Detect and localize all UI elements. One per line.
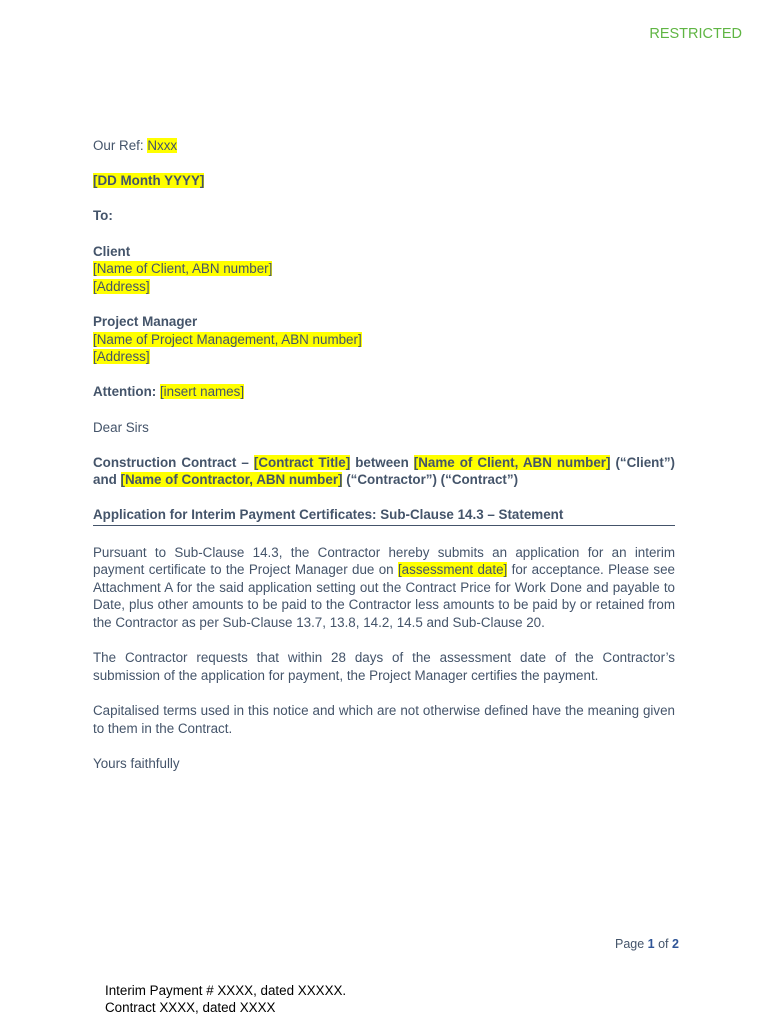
pm-address xyxy=(93,348,675,366)
salutation: Dear Sirs xyxy=(93,419,149,435)
date-placeholder: [DD Month YYYY] xyxy=(93,173,205,189)
contract-between: between xyxy=(350,454,414,470)
to-label: To: xyxy=(93,208,113,224)
client-name-placeholder: [Name of Client, ABN number] xyxy=(93,261,273,277)
attention-placeholder: [insert names] xyxy=(159,384,245,400)
pm-address-placeholder: [Address] xyxy=(93,349,150,365)
para1-text-a: Pursuant to Sub-Clause 14.3, the Contractor hereby submits an application for an interim payment certificate to the Project Manager due on xyxy=(93,544,675,578)
closing: Yours faithfully xyxy=(93,755,180,771)
paragraph-3: Capitalised terms used in this notice and which are not otherwise defined have the meaning given to them in the Contract. xyxy=(93,703,675,736)
contract-contractor-suffix: (“Contractor”) (“Contract”) xyxy=(342,472,519,488)
assessment-date-placeholder: [assessment date] xyxy=(397,562,508,578)
page-total: 2 xyxy=(672,937,679,951)
footer xyxy=(105,982,346,1016)
page-of: of xyxy=(654,937,672,951)
contract-client-suffix: (“Client”) and xyxy=(93,454,675,488)
page-number xyxy=(615,937,679,951)
page-label: Page xyxy=(615,937,648,951)
contract-line xyxy=(93,454,675,489)
para1-text-b: for acceptance. Please see Attachment A for the said application setting out the Contract Price for Work Done and payable to Date, plus other amounts to be paid to the Contractor less amounts to be paid by or retained from the Contractor as per Sub-Clause 13.7, 13.8, 14.2, 14.5 and Sub-Clause 20. xyxy=(93,562,675,631)
attention-line xyxy=(93,383,675,401)
paragraph-2: The Contractor requests that within 28 days of the assessment date of the Contractor’s submission of the application for payment, the Project Manager certifies the payment. xyxy=(93,650,675,683)
page-current: 1 xyxy=(647,937,655,951)
paragraph-1 xyxy=(93,544,675,632)
client-address-placeholder: [Address] xyxy=(93,278,150,294)
pm-name-placeholder: [Name of Project Management, ABN number] xyxy=(93,331,362,347)
pm-heading: Project Manager xyxy=(93,313,198,329)
contract-title-placeholder: [Contract Title] xyxy=(253,454,351,470)
pm-name xyxy=(93,331,675,349)
client-name xyxy=(93,260,675,278)
contract-client-placeholder: [Name of Client, ABN number] xyxy=(413,454,611,470)
client-address xyxy=(93,278,675,296)
footer-line-1: Interim Payment # XXXX, dated XXXXX. xyxy=(105,983,347,998)
subject-line: Application for Interim Payment Certificates: Sub-Clause 14.3 – Statement xyxy=(93,506,675,526)
our-ref-value: Nxxx xyxy=(147,138,178,153)
client-heading: Client xyxy=(93,243,131,259)
attention-label: Attention: xyxy=(93,384,160,400)
our-ref-label: Our Ref: xyxy=(93,138,148,153)
our-ref xyxy=(93,137,675,155)
letter-date xyxy=(93,172,675,190)
contract-prefix: Construction Contract – xyxy=(93,454,254,470)
footer-line-2: Contract XXXX, dated XXXX xyxy=(105,1000,276,1015)
classification-label: RESTRICTED xyxy=(649,26,742,42)
letter-body xyxy=(93,137,675,772)
contract-contractor-placeholder: [Name of Contractor, ABN number] xyxy=(120,472,343,488)
